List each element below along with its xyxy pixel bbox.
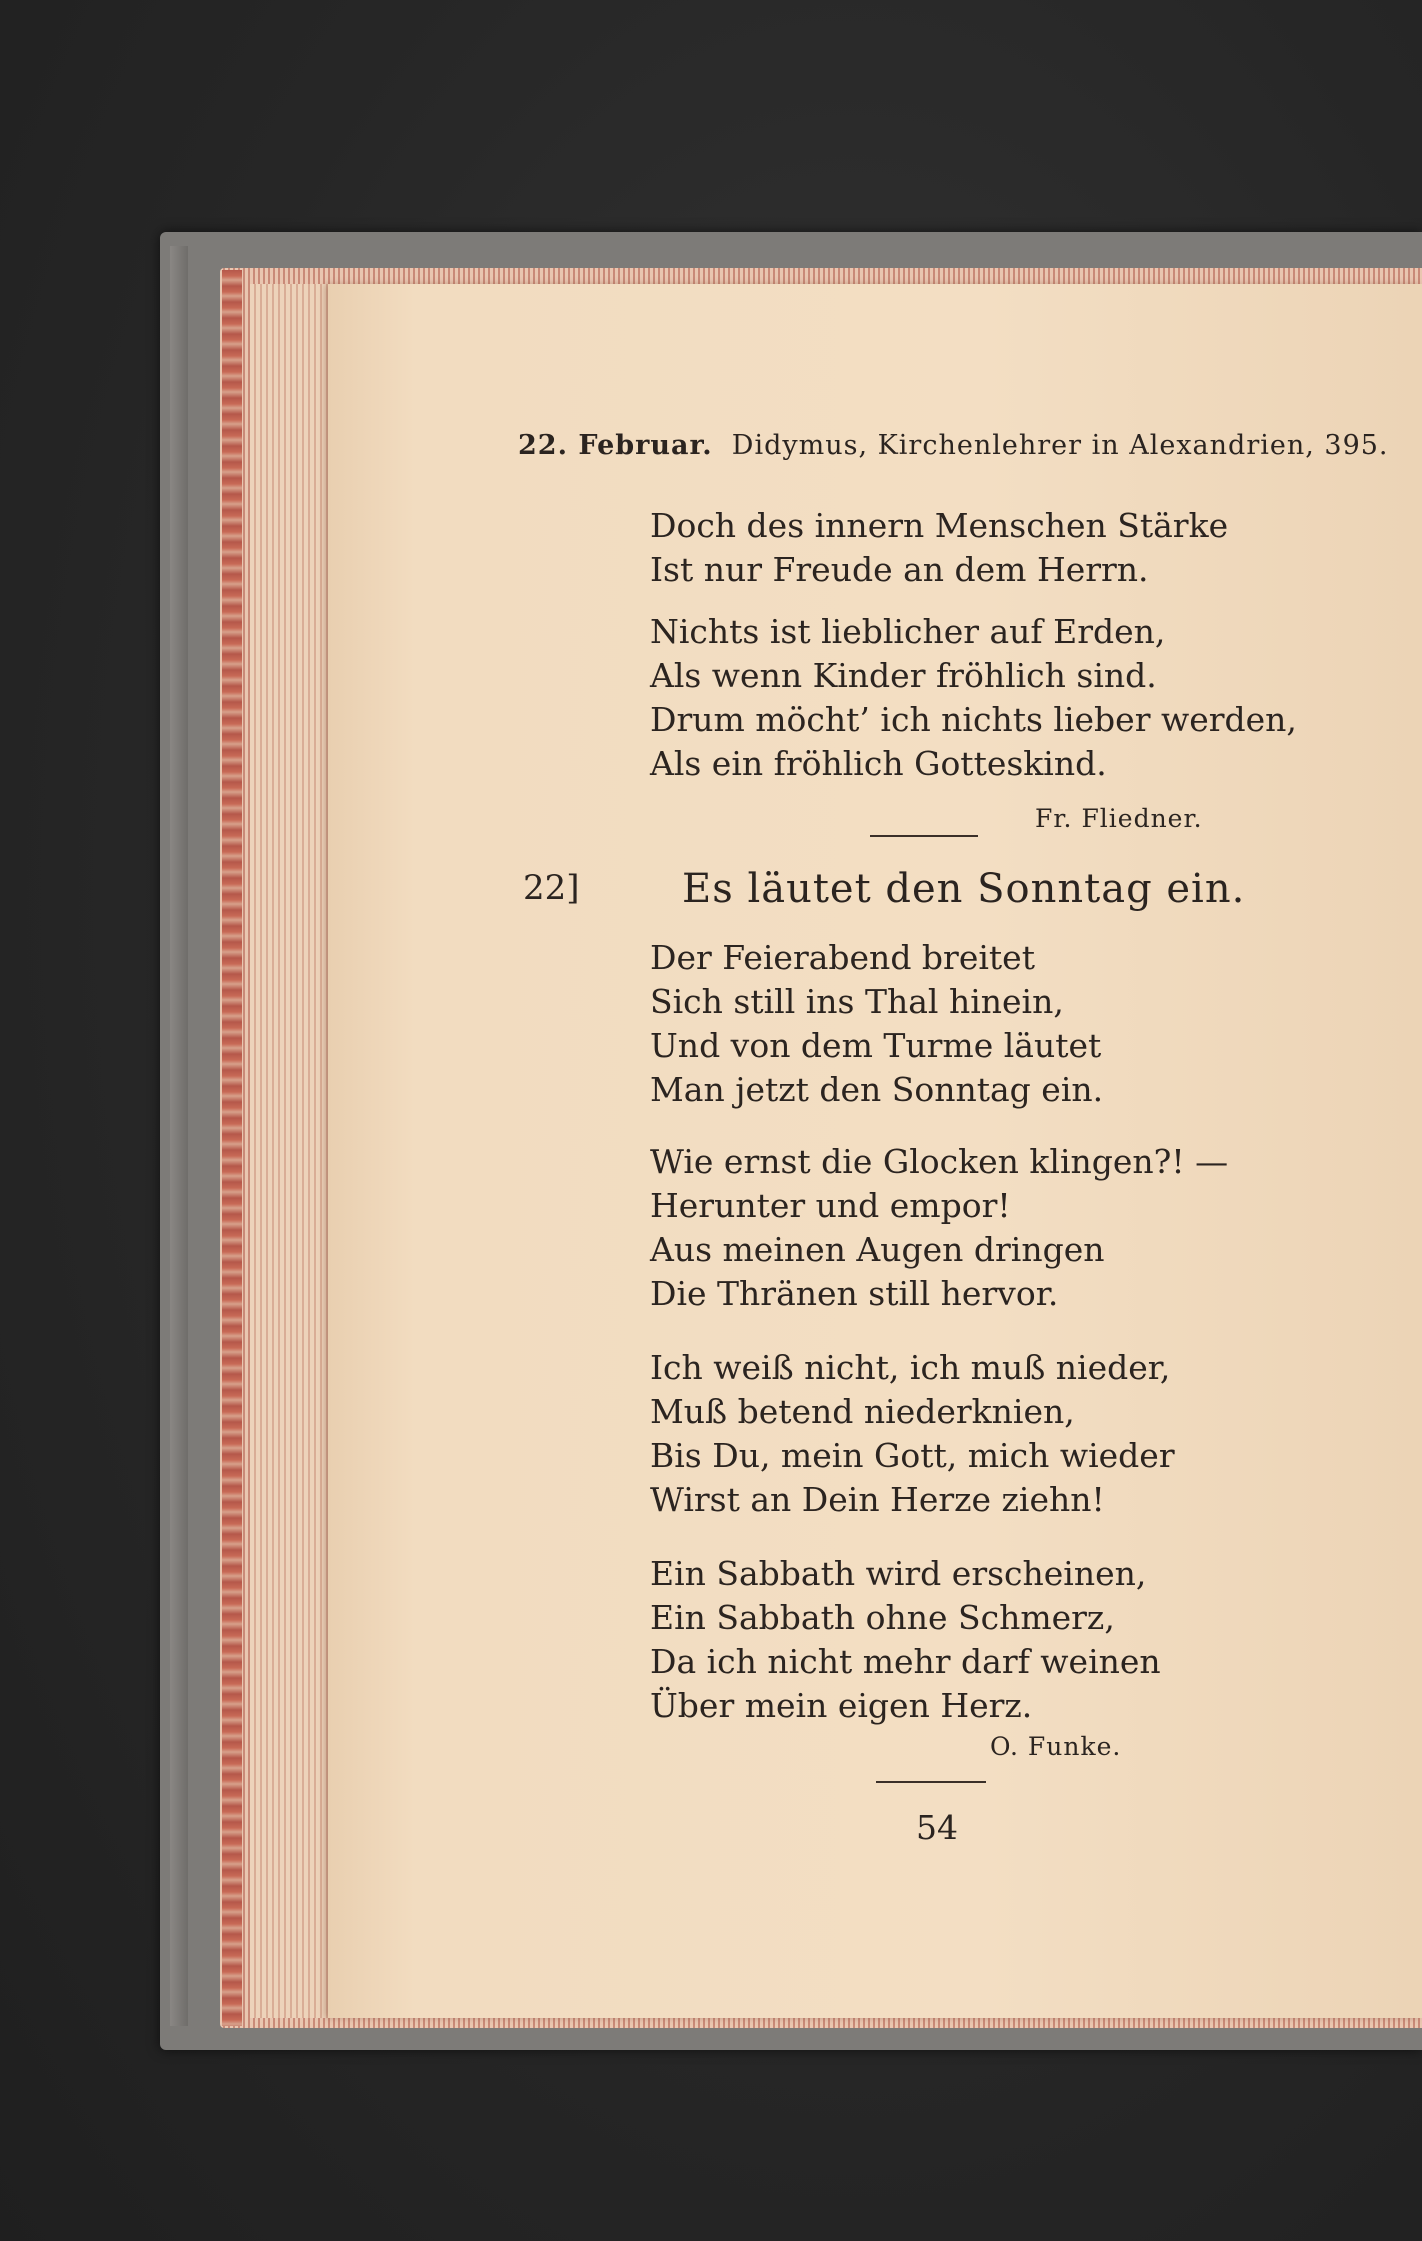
verse-line: Wie ernst die Glocken klingen?! — <box>650 1142 1229 1181</box>
verse-line: Ein Sabbath ohne Schmerz, <box>650 1598 1115 1637</box>
separator-rule <box>876 1781 986 1783</box>
poem-number: 22] <box>523 868 580 908</box>
verse-line: Ist nur Freude an dem Herrn. <box>650 550 1149 589</box>
page-edges-red <box>222 270 242 2026</box>
poem-title: Es läutet den Sonntag ein. <box>682 866 1246 912</box>
verse-line: Ich weiß nicht, ich muß nieder, <box>650 1348 1171 1387</box>
running-header <box>518 430 1389 461</box>
verse-line: Die Thränen still hervor. <box>650 1274 1059 1313</box>
header-date: 22. Februar. <box>518 430 713 461</box>
verse-line: Doch des innern Menschen Stärke <box>650 506 1229 545</box>
verse-line: Herunter und empor! <box>650 1186 1011 1225</box>
verse-line: Und von dem Turme läutet <box>650 1026 1102 1065</box>
verse-line: Man jetzt den Sonntag ein. <box>650 1070 1104 1109</box>
cover-spine-edge <box>170 246 188 2026</box>
author-funke: O. Funke. <box>990 1732 1122 1761</box>
author-fliedner: Fr. Fliedner. <box>1035 804 1203 833</box>
verse-line: Nichts ist lieblicher auf Erden, <box>650 612 1166 651</box>
verse-line: Da ich nicht mehr darf weinen <box>650 1642 1161 1681</box>
verse-line: Aus meinen Augen dringen <box>650 1230 1105 1269</box>
stanza-1 <box>650 504 1228 592</box>
verse-line: Muß betend niederknien, <box>650 1392 1075 1431</box>
verse-line: Wirst an Dein Herze ziehn! <box>650 1480 1105 1519</box>
verse-line: Über mein eigen Herz. <box>650 1686 1033 1725</box>
verse-line: Ein Sabbath wird erscheinen, <box>650 1554 1147 1593</box>
verse-line: Als wenn Kinder fröhlich sind. <box>650 656 1157 695</box>
verse-line: Sich still ins Thal hinein, <box>650 982 1064 1021</box>
verse-line: Drum möcht’ ich nichts lieber werden, <box>650 700 1297 739</box>
page-number: 54 <box>916 1808 958 1847</box>
header-text: Didymus, Kirchenlehrer in Alexandrien, 395. <box>731 430 1389 461</box>
verse-line: Der Feierabend breitet <box>650 938 1035 977</box>
verse-line: Als ein fröhlich Gotteskind. <box>650 744 1107 783</box>
stanza-5 <box>650 1346 1175 1522</box>
stanza-6 <box>650 1552 1161 1728</box>
separator-rule <box>870 835 978 837</box>
stanza-2 <box>650 610 1297 786</box>
stanza-4 <box>650 1140 1228 1316</box>
verse-line: Bis Du, mein Gott, mich wieder <box>650 1436 1175 1475</box>
stanza-3 <box>650 936 1103 1112</box>
